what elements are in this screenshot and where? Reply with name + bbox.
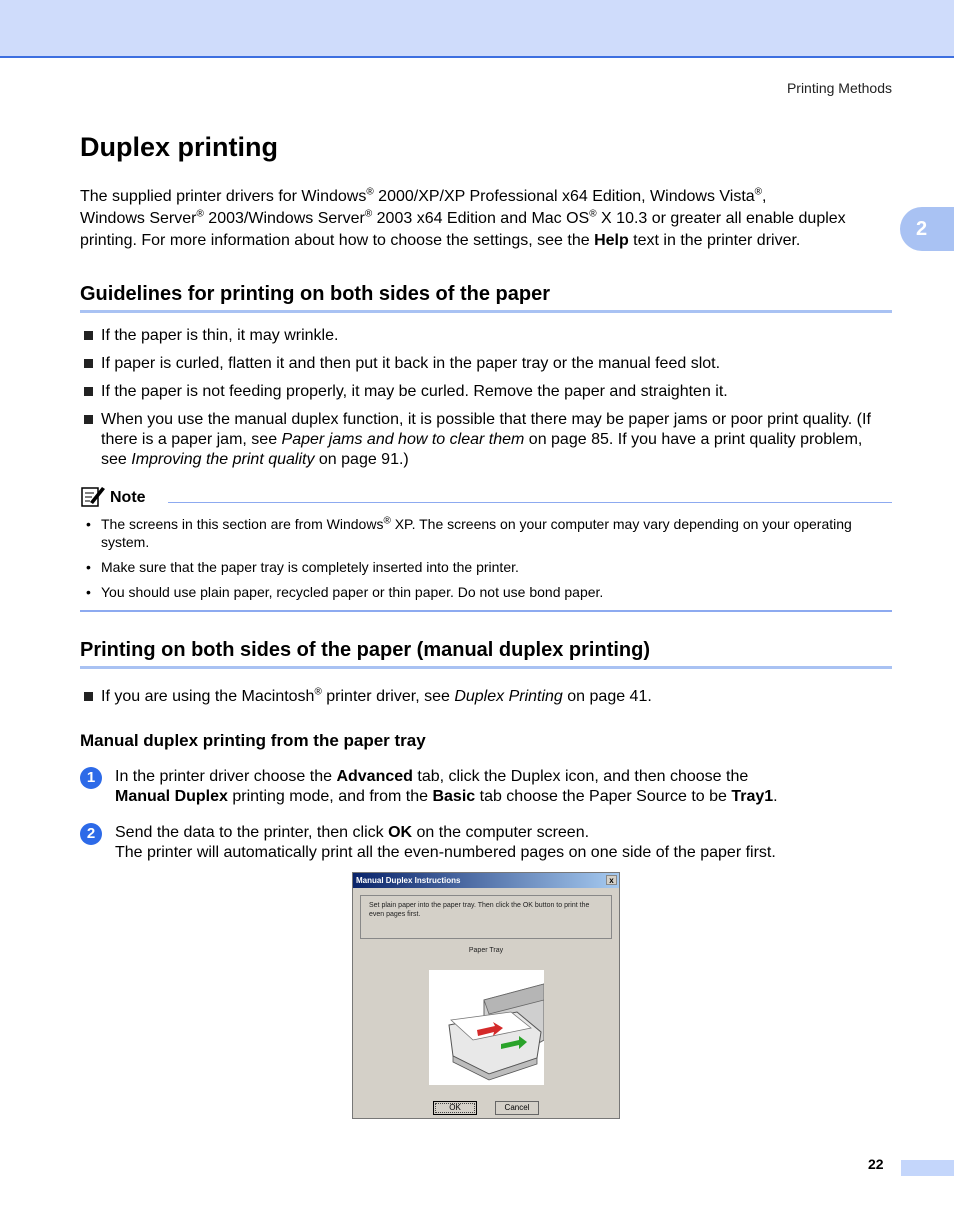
guidelines-list bbox=[84, 326, 892, 478]
list-item bbox=[86, 515, 886, 551]
step-text-part: on the computer screen. bbox=[412, 824, 590, 841]
list-item-text: on page 85. If you have a print quality problem, see bbox=[101, 431, 863, 468]
header-band bbox=[0, 0, 954, 58]
section-heading-guidelines: Guidelines for printing on both sides of the paper bbox=[80, 283, 892, 313]
intro-text: The supplied printer drivers for Windows bbox=[80, 188, 367, 205]
intro-text: , bbox=[762, 188, 767, 205]
step-2 bbox=[80, 823, 892, 863]
close-icon[interactable]: x bbox=[606, 875, 617, 885]
list-item-text: printer driver, see bbox=[321, 688, 455, 705]
step-text-part: The printer will automatically print all the even-numbered pages on one side of the paper first. bbox=[115, 844, 776, 861]
registered-mark: ® bbox=[366, 186, 374, 198]
bold-term: Basic bbox=[432, 788, 476, 805]
page-title: Duplex printing bbox=[80, 132, 278, 162]
help-term: Help bbox=[594, 232, 629, 249]
bullet-dot-icon: • bbox=[86, 559, 91, 575]
registered-mark: ® bbox=[754, 186, 763, 198]
bold-term: Tray1 bbox=[731, 788, 774, 805]
list-item-text: on page 41. bbox=[562, 688, 652, 705]
step-text-part: tab, click the Duplex icon, and then choose the bbox=[412, 768, 749, 785]
bold-term: OK bbox=[388, 824, 413, 841]
note-list bbox=[86, 515, 886, 608]
ok-button[interactable]: OK bbox=[433, 1101, 477, 1115]
list-item bbox=[84, 354, 892, 374]
step-text-part: Send the data to the printer, then click bbox=[115, 824, 389, 841]
bullet-dot-icon: • bbox=[86, 516, 91, 532]
intro-paragraph bbox=[80, 186, 900, 252]
paper-tray-illustration bbox=[429, 970, 544, 1085]
list-item bbox=[84, 326, 892, 346]
link-duplex-printing[interactable]: Duplex Printing bbox=[454, 688, 563, 705]
registered-mark: ® bbox=[383, 515, 391, 527]
bold-term: Advanced bbox=[336, 768, 413, 785]
note-text: XP. The screens on your computer may vary depending on your operating system. bbox=[101, 516, 852, 550]
bullet-dot-icon: • bbox=[86, 584, 91, 600]
step-1 bbox=[80, 767, 892, 807]
registered-mark: ® bbox=[364, 208, 373, 220]
list-item bbox=[84, 410, 892, 470]
list-item-text: on page 91.) bbox=[314, 451, 409, 468]
step-text-part: . bbox=[773, 788, 778, 805]
registered-mark: ® bbox=[589, 208, 597, 220]
note-pencil-icon bbox=[80, 484, 106, 508]
registered-mark: ® bbox=[314, 686, 322, 698]
list-item-text: If the paper is thin, it may wrinkle. bbox=[101, 327, 339, 344]
intro-text: Windows Server bbox=[80, 210, 197, 227]
intro-text: X 10.3 or greater all enable duplex printing. For more information about how to choose the settings, see the bbox=[80, 210, 846, 249]
list-item bbox=[86, 583, 886, 601]
intro-text: 2003/Windows Server bbox=[203, 210, 365, 227]
step-number-badge: 1 bbox=[80, 767, 102, 789]
step-text-part: printing mode, and from the bbox=[227, 788, 433, 805]
link-paper-jams[interactable]: Paper jams and how to clear them bbox=[281, 431, 525, 448]
step-text bbox=[115, 767, 892, 807]
square-bullet-icon bbox=[84, 359, 93, 368]
square-bullet-icon bbox=[84, 387, 93, 396]
cancel-button[interactable]: Cancel bbox=[495, 1101, 539, 1115]
page-number-bar bbox=[901, 1160, 954, 1176]
note-end-divider bbox=[80, 610, 892, 612]
step-number-badge: 2 bbox=[80, 823, 102, 845]
intro-text: 2003 x64 Edition and Mac OS bbox=[372, 210, 590, 227]
note-text: You should use plain paper, recycled paper or thin paper. Do not use bond paper. bbox=[101, 584, 604, 600]
paper-tray-label: Paper Tray bbox=[468, 947, 504, 954]
dialog-title-bar bbox=[353, 873, 619, 888]
intro-text: text in the printer driver. bbox=[628, 232, 801, 249]
note-header bbox=[80, 484, 892, 508]
note-text: The screens in this section are from Windows bbox=[101, 516, 384, 532]
section-heading-manual-duplex: Printing on both sides of the paper (manual duplex printing) bbox=[80, 639, 892, 669]
registered-mark: ® bbox=[196, 208, 204, 220]
step-text bbox=[115, 823, 892, 863]
chapter-tab: 2 bbox=[900, 207, 954, 251]
manual-duplex-dialog bbox=[352, 872, 620, 1119]
step-text-part: In the printer driver choose the bbox=[115, 768, 337, 785]
step-text-part: tab choose the Paper Source to be bbox=[475, 788, 732, 805]
list-item bbox=[84, 687, 892, 707]
square-bullet-icon bbox=[84, 692, 93, 701]
note-divider bbox=[168, 502, 892, 503]
square-bullet-icon bbox=[84, 331, 93, 340]
note-text: Make sure that the paper tray is completely inserted into the printer. bbox=[101, 559, 519, 575]
list-item-text: When you use the manual duplex function, it is possible that there may be paper jams or poor print quality. (If there is a paper jam, see bbox=[101, 411, 871, 448]
link-print-quality[interactable]: Improving the print quality bbox=[131, 451, 315, 468]
dialog-title: Manual Duplex Instructions bbox=[356, 876, 461, 885]
list-item-text: If you are using the Macintosh bbox=[101, 688, 315, 705]
running-title: Printing Methods bbox=[786, 80, 892, 96]
list-item-text: If paper is curled, flatten it and then put it back in the paper tray or the manual feed slot. bbox=[101, 355, 721, 372]
intro-text: 2000/XP/XP Professional x64 Edition, Windows Vista bbox=[373, 188, 755, 205]
subheading-paper-tray: Manual duplex printing from the paper tray bbox=[80, 731, 426, 750]
list-item-text: If the paper is not feeding properly, it may be curled. Remove the paper and straighten it. bbox=[101, 383, 728, 400]
list-item bbox=[84, 382, 892, 402]
bold-term: Manual Duplex bbox=[115, 788, 228, 805]
dialog-message: Set plain paper into the paper tray. Then click the OK button to print the even pages first. bbox=[360, 895, 612, 939]
square-bullet-icon bbox=[84, 415, 93, 424]
note-label: Note bbox=[110, 489, 146, 506]
page-number: 22 bbox=[868, 1156, 884, 1172]
macintosh-list bbox=[84, 687, 892, 715]
list-item bbox=[86, 558, 886, 576]
